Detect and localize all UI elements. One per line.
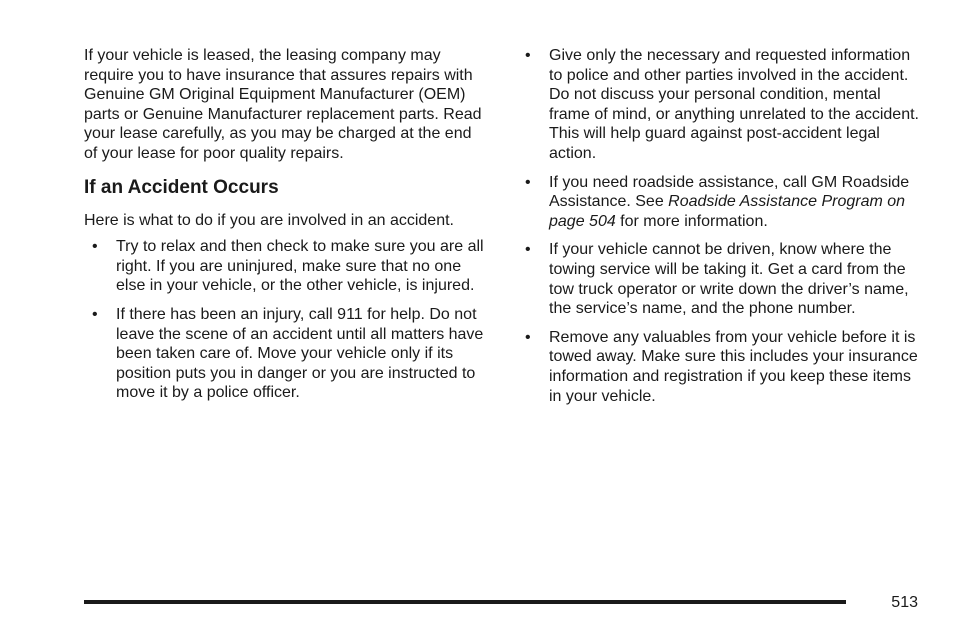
page-number: 513 (891, 594, 918, 611)
list-item-text: If there has been an injury, call 911 for help. Do not leave the scene of an accident until all matters have been taken care of. Move your vehicle only if its position puts you in danger or you are instructed to move it by a police officer. (116, 305, 484, 402)
list-item-text-after: for more information. (615, 212, 768, 230)
list-item-text: Give only the necessary and requested information to police and other parties involved in the accident. Do not discuss your personal condition, mental frame of mind, or anything unrelated to the accident. This will help guard against post-accident legal action. (549, 47, 919, 162)
accident-steps-list (92, 237, 488, 403)
bullet-icon: • (525, 47, 531, 64)
bullet-icon: • (525, 328, 531, 346)
list-item-text-before: If you need roadside assistance, call GM Roadside Assistance. See (549, 173, 910, 211)
bullet-icon: • (92, 305, 98, 323)
list-item-text: Remove any valuables from your vehicle before it is towed away. Make sure this includes your insurance information and registration if you keep these items in your vehicle. (549, 328, 918, 405)
bullet-icon: • (525, 173, 531, 191)
section-heading: If an Accident Occurs (84, 176, 279, 198)
right-column (525, 46, 925, 415)
list-item (525, 173, 925, 232)
list-item (92, 237, 488, 296)
accident-steps-list-continued (525, 46, 925, 406)
list-item (525, 240, 925, 318)
list-item-text: If your vehicle cannot be driven, know where the towing service will be taking it. Get a card from the tow truck operator or write down the driver’s name, the service’s name, and the phone number. (549, 241, 909, 318)
section-lead: Here is what to do if you are involved in an accident. (84, 211, 454, 229)
leasing-paragraph: If your vehicle is leased, the leasing company may require you to have insurance that assures repairs with Genuine GM Original Equipment Manufacturer (OEM) parts or Genuine Manufacturer replacement parts. Read your lease carefully, as you may be charged at the end of your lease for poor quality repairs. (84, 47, 482, 162)
cross-reference-link[interactable]: Roadside Assistance Program on page 504 (549, 193, 906, 230)
list-item-text (549, 174, 909, 230)
left-column (84, 46, 488, 412)
bullet-icon: • (525, 241, 531, 259)
list-item (525, 46, 925, 164)
list-item (92, 305, 488, 403)
bullet-icon: • (92, 238, 98, 256)
footer-rule (84, 600, 846, 604)
list-item-text: Try to relax and then check to make sure you are all right. If you are uninjured, make sure that no one else in your vehicle, or the other vehicle, is injured. (116, 238, 484, 295)
list-item (525, 328, 925, 406)
